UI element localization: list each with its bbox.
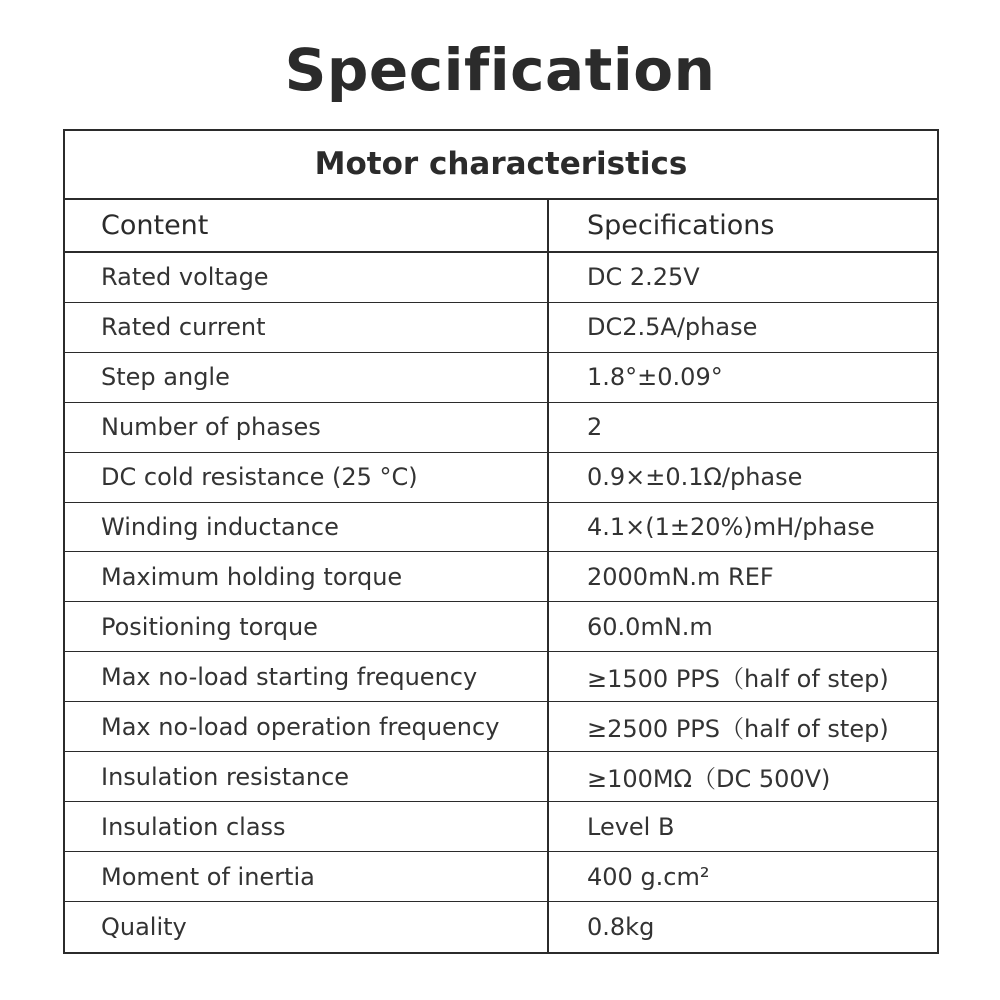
- table-row: [65, 453, 937, 503]
- row-content: Moment of inertia: [65, 852, 549, 901]
- row-spec: 2: [587, 413, 603, 442]
- row-content: Number of phases: [65, 403, 549, 452]
- table-row: [65, 552, 937, 602]
- row-content: Max no-load operation frequency: [65, 702, 549, 751]
- table-row: [65, 652, 937, 702]
- table-caption: Motor characteristics: [65, 131, 937, 200]
- row-spec: ≥2500 PPS（half of step): [587, 715, 889, 744]
- table-row: [65, 503, 937, 553]
- table-row: [65, 602, 937, 652]
- table-row: [65, 852, 937, 902]
- row-content: Insulation class: [65, 802, 549, 851]
- row-content: Maximum holding torque: [65, 552, 549, 601]
- header-content: Content: [65, 200, 549, 251]
- row-spec: 1.8°±0.09°: [587, 363, 723, 392]
- table-row: [65, 902, 937, 952]
- row-spec: ≥1500 PPS（half of step): [587, 665, 889, 694]
- table-header-row: [65, 200, 937, 253]
- table-row: [65, 353, 937, 403]
- row-content: Quality: [65, 902, 549, 952]
- row-content: Insulation resistance: [65, 752, 549, 801]
- spec-table: [63, 129, 939, 954]
- page-title: Specification: [284, 36, 716, 104]
- row-spec: 0.9×±0.1Ω/phase: [587, 463, 803, 492]
- table-row: [65, 702, 937, 752]
- row-content: Winding inductance: [65, 503, 549, 552]
- row-spec: Level B: [587, 812, 675, 841]
- row-spec: 4.1×(1±20%)mH/phase: [587, 513, 875, 542]
- row-content: Positioning torque: [65, 602, 549, 651]
- table-row: [65, 253, 937, 303]
- row-content: Step angle: [65, 353, 549, 402]
- row-content: Rated current: [65, 303, 549, 352]
- row-spec: DC 2.25V: [587, 263, 700, 292]
- row-content: Rated voltage: [65, 253, 549, 302]
- table-row: [65, 303, 937, 353]
- table-row: [65, 403, 937, 453]
- row-content: DC cold resistance (25 °C): [65, 453, 549, 502]
- row-spec: 0.8kg: [587, 913, 655, 942]
- header-specifications: Specifications: [587, 209, 775, 241]
- row-spec: 2000mN.m REF: [587, 562, 774, 591]
- row-spec: ≥100MΩ（DC 500V): [587, 765, 831, 794]
- row-spec: 400 g.cm²: [587, 862, 710, 891]
- row-spec: DC2.5A/phase: [587, 313, 758, 342]
- row-spec: 60.0mN.m: [587, 612, 713, 641]
- row-content: Max no-load starting frequency: [65, 652, 549, 701]
- table-row: [65, 802, 937, 852]
- table-row: [65, 752, 937, 802]
